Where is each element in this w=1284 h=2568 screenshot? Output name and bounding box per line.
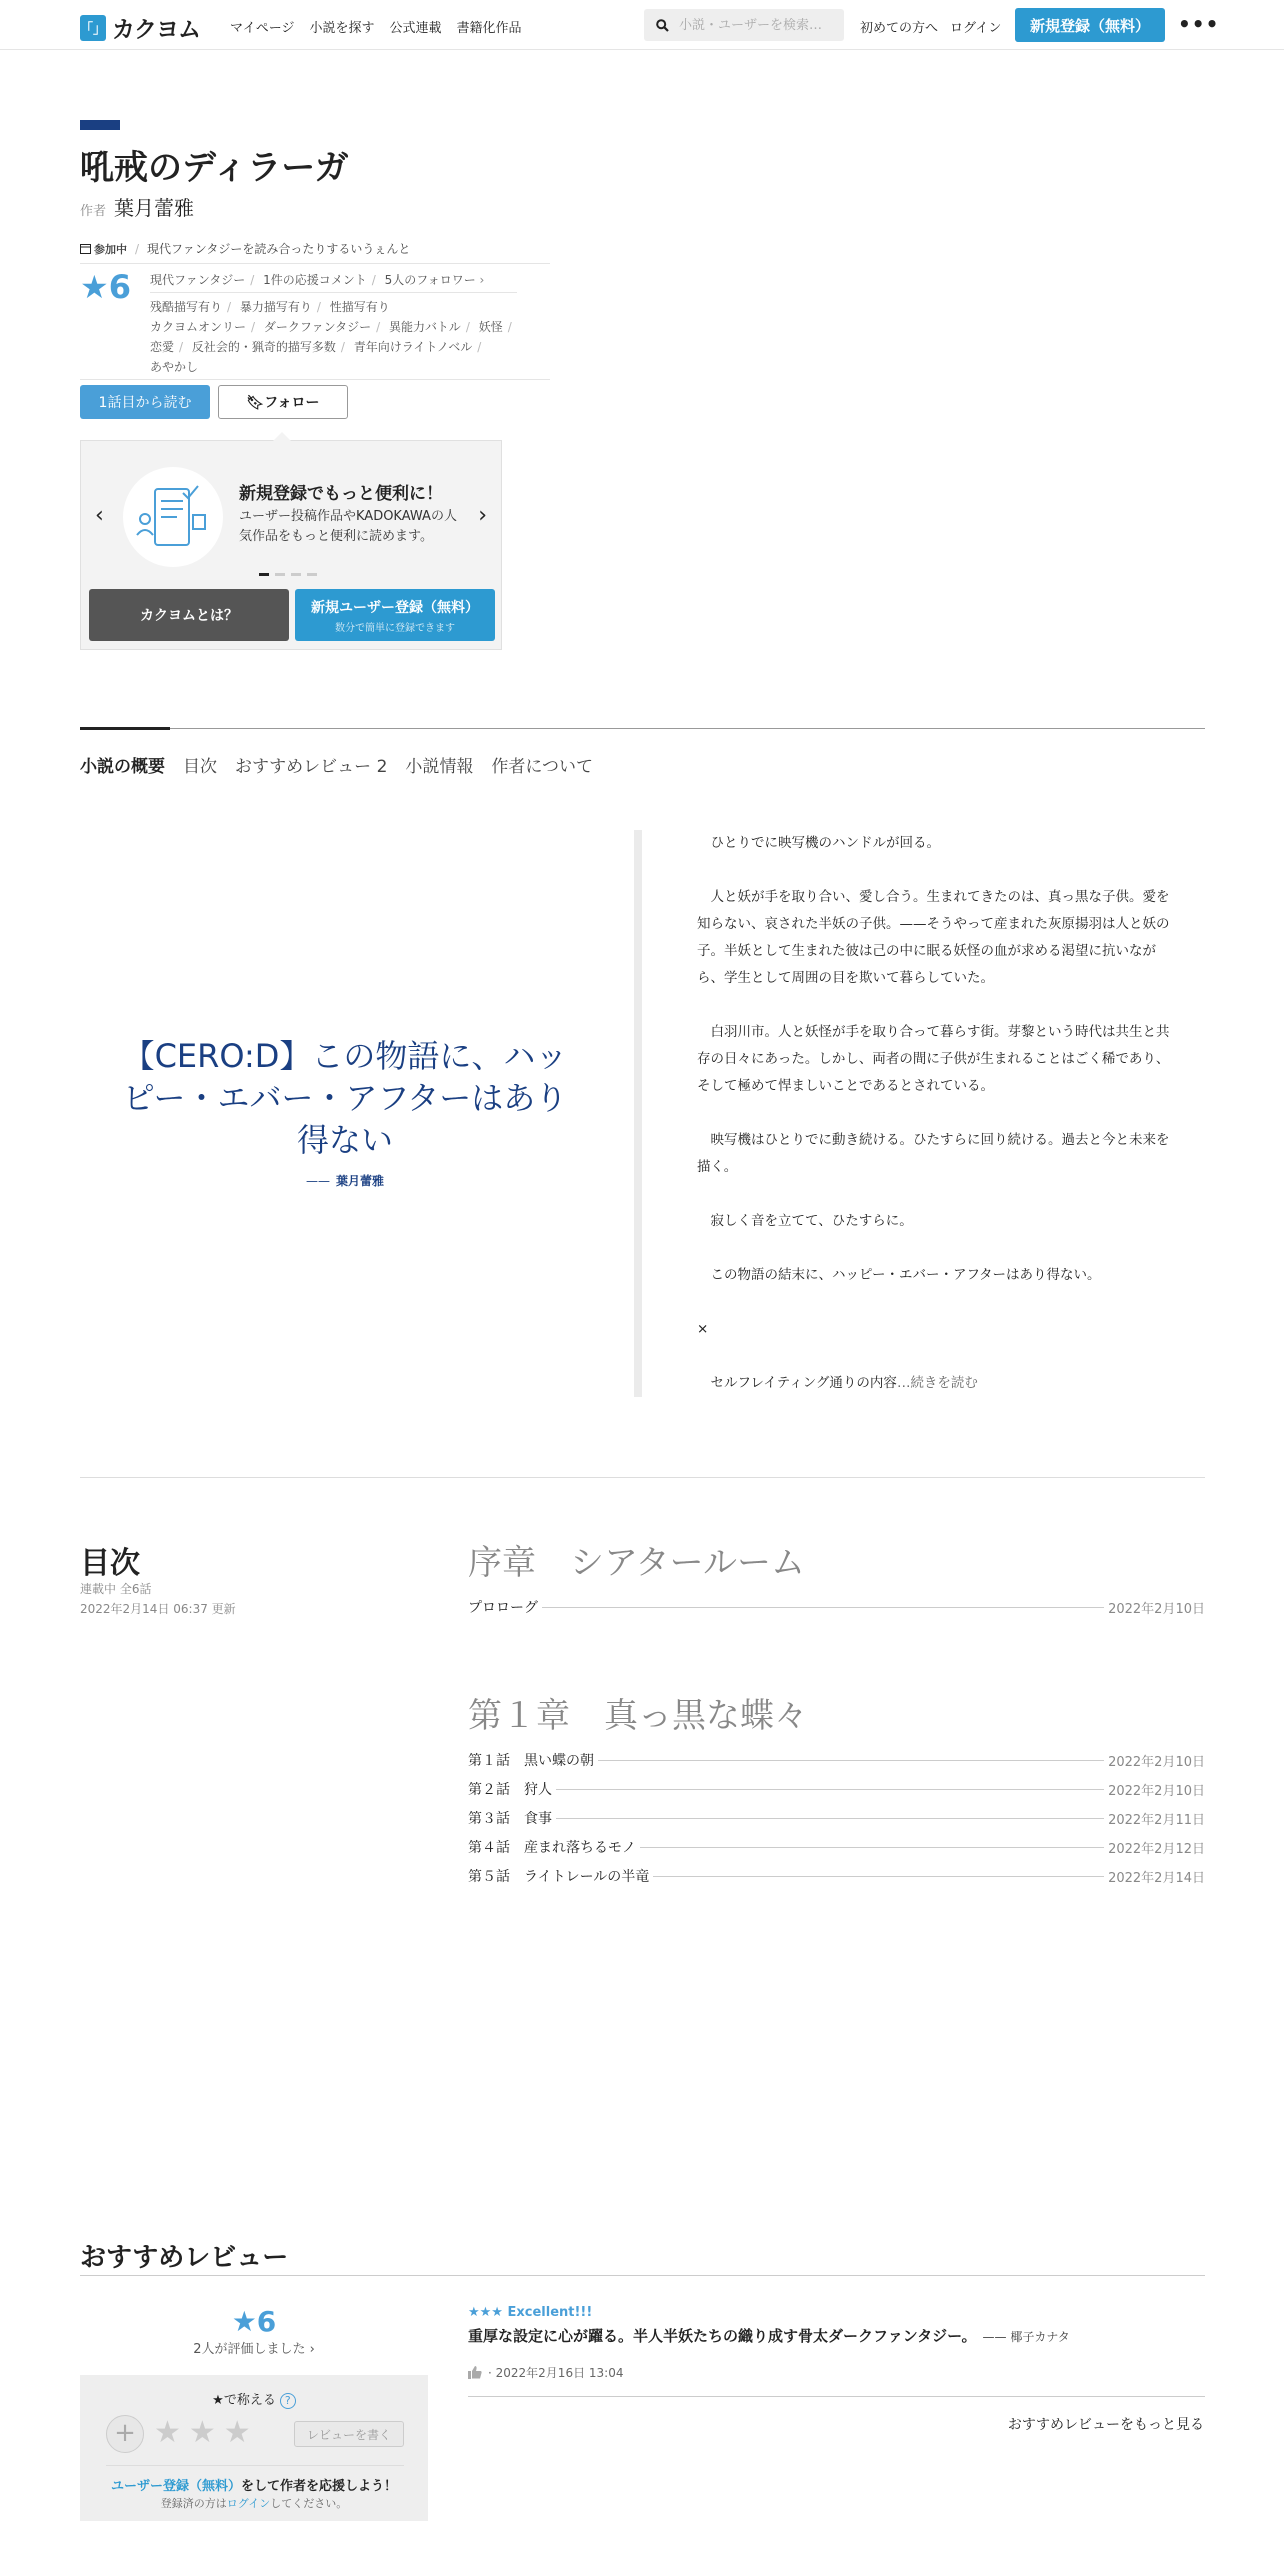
thumbs-up-icon[interactable] <box>468 2366 482 2379</box>
beginner-link[interactable]: 初めての方へ <box>860 21 939 36</box>
comments-link[interactable]: 1件の応援コメント <box>263 273 367 287</box>
episode-date: 2022年2月10日 <box>1108 1601 1205 1617</box>
carousel-dot[interactable] <box>307 573 317 576</box>
tags-row <box>150 357 517 377</box>
carousel-dot[interactable] <box>275 573 285 576</box>
intro-paragraph: 白羽川市。人と妖怪が手を取り合って暮らす街。芽黎という時代は共生と共存の日々にあった。しかし、両者の間に子供が生まれることはごく稀であり、そして極めて悍ましいことであるとされている。 <box>697 1024 1170 1094</box>
warnings-row: 残酷描写有り / 暴力描写有り / 性描写有り <box>150 300 390 314</box>
login-prompt: 登録済の方はログインしてください。 <box>160 2497 348 2510</box>
episode-row[interactable] <box>468 1597 1205 1617</box>
help-icon[interactable]: ? <box>280 2393 296 2409</box>
catchphrase-author-name[interactable]: 葉月蕾雅 <box>335 1174 384 1188</box>
chevron-right-icon: › <box>305 2342 315 2357</box>
review-title[interactable]: 重厚な設定に心が躍る。半人半妖たちの織り成す骨太ダークファンタジー。 —— 椰子カナタ <box>468 2327 1070 2345</box>
tag-link[interactable]: 恋愛 <box>150 340 175 354</box>
review-rating: ★★★ Excellent!!! <box>468 2305 593 2320</box>
device-illustration-icon <box>123 467 223 567</box>
episode-date: 2022年2月10日 <box>1108 1754 1205 1770</box>
tab-info[interactable]: 小説情報 <box>405 757 474 777</box>
tag-link[interactable]: ダークファンタジー <box>263 320 372 334</box>
promo-heading: 新規登録でもっと便利に！ <box>239 484 443 504</box>
title-accent-bar <box>80 120 120 130</box>
tab-author[interactable]: 作者について <box>491 757 594 777</box>
read-from-first-button[interactable]: 1話目から読む <box>80 385 210 419</box>
write-review-button[interactable]: レビューを書く <box>294 2421 404 2447</box>
tag-link[interactable]: 青年向けライトノベル <box>353 340 473 354</box>
plus-star-icon[interactable]: + <box>106 2415 144 2453</box>
global-nav <box>230 17 537 36</box>
episode-date: 2022年2月12日 <box>1108 1841 1205 1857</box>
intro-paragraph: セルフレイティング通りの内容…続きを読む <box>710 1375 978 1391</box>
more-menu-icon[interactable]: ••• <box>1178 12 1220 36</box>
active-tab-indicator <box>80 727 170 730</box>
nav-official[interactable]: 公式連載 <box>389 21 442 36</box>
meta-lines <box>150 270 517 377</box>
reviews-heading: おすすめレビュー <box>80 2243 289 2273</box>
intro-paragraph: この物語の結末に、ハッピー・エバー・アフターはあり得ない。 <box>710 1267 1101 1283</box>
promo-text: ユーザー投稿作品やKADOKAWAの人気作品をもっと便利に読めます。 <box>239 509 457 544</box>
episode-title: プロローグ <box>468 1600 538 1616</box>
intro-paragraph: × <box>697 1321 709 1337</box>
carousel-dots <box>259 573 323 576</box>
episode-title: 第２話 狩人 <box>468 1782 552 1798</box>
genre-row: 現代ファンタジー / 1件の応援コメント / 5人のフォロワー › <box>150 270 517 293</box>
chapter-title: 序章 シアタールーム <box>468 1543 805 1583</box>
nav-published[interactable]: 書籍化作品 <box>456 21 522 36</box>
search-icon <box>656 19 669 32</box>
tag-link[interactable]: 妖怪 <box>478 320 503 334</box>
tag-link[interactable]: 異能力バトル <box>389 320 461 334</box>
nav-mypage[interactable]: マイページ <box>230 21 295 36</box>
episode-date: 2022年2月10日 <box>1108 1783 1205 1799</box>
summary-quote-bar <box>634 830 642 1397</box>
work-title[interactable]: 吼戒のディラーガ <box>80 148 349 188</box>
tag-link[interactable]: カクヨムオンリー <box>150 320 247 334</box>
genre-link[interactable]: 現代ファンタジー <box>150 273 246 287</box>
episode-row[interactable] <box>468 1808 1205 1828</box>
toc-status: 連載中 全6話 <box>80 1582 152 1596</box>
review-date: · 2022年2月16日 13:04 <box>488 2366 624 2380</box>
event-icon <box>80 243 91 254</box>
episode-title: 第１話 黒い蝶の朝 <box>468 1753 594 1769</box>
carousel-prev-icon[interactable]: ‹ <box>95 503 104 528</box>
empty-stars-icon[interactable]: ★★★ <box>154 2415 259 2450</box>
tags-row: カクヨムオンリー / ダークファンタジー / 異能力バトル / 妖怪 / <box>150 320 512 334</box>
register-link[interactable]: ユーザー登録（無料） <box>110 2479 241 2494</box>
praise-box <box>80 2375 428 2521</box>
global-header <box>0 0 1284 50</box>
episode-title: 第４話 産まれ落ちるモノ <box>468 1840 636 1856</box>
episode-row[interactable] <box>468 1750 1205 1770</box>
participating-tag: 参加中 <box>94 242 127 256</box>
follow-button[interactable] <box>218 385 348 419</box>
episode-row[interactable] <box>468 1837 1205 1857</box>
intro-paragraph: 人と妖が手を取り合い、愛し合う。生まれてきたのは、真っ黒な子供。愛を知らない、哀された半妖の子供。——そうやって産まれた灰原揚羽は人と妖の子。半妖として生まれた彼は己の中に眠る妖怪の血が求める渇望に抗いながら、学生として周囲の目を欺いて暮らしていた。 <box>697 889 1170 986</box>
tab-toc[interactable]: 目次 <box>183 757 217 777</box>
bookmark-plus-icon: 🔖︎ <box>246 395 265 411</box>
episode-date: 2022年2月14日 <box>1108 1870 1205 1886</box>
more-reviews-link[interactable]: おすすめレビューをもっと見る <box>1007 2417 1204 2433</box>
kakuyomu-logo[interactable] <box>80 11 200 44</box>
logo-text: カクヨム <box>112 17 200 43</box>
review-author[interactable]: —— 椰子カナタ <box>982 2330 1070 2344</box>
about-kakuyomu-button[interactable]: カクヨムとは？ <box>89 589 289 641</box>
tags-row: 恋愛 / 反社会的・猟奇的描写多数 / 青年向けライトノベル / <box>150 340 482 354</box>
followers-link[interactable]: 5人のフォロワー <box>384 273 476 287</box>
author-name[interactable]: 葉月蕾雅 <box>114 196 195 220</box>
episode-title: 第３話 食事 <box>468 1811 552 1827</box>
warning-tag[interactable]: 残酷描写有り <box>150 300 223 314</box>
login-link[interactable]: ログイン <box>226 2497 271 2510</box>
review-meta <box>468 2364 623 2381</box>
review-star-total: ★6 <box>231 2305 277 2338</box>
intro-paragraph: ひとりでに映写機のハンドルが回る。 <box>710 835 940 851</box>
toc-updated: 2022年2月14日 06:37 更新 <box>80 1602 236 1616</box>
warning-tag[interactable]: 性描写有り <box>329 300 390 314</box>
catchphrase-author: —— 葉月蕾雅 <box>305 1174 384 1188</box>
work-tabs <box>80 752 611 777</box>
participating-event[interactable]: 現代ファンタジーを読み合ったりするいうぇんと <box>147 242 411 256</box>
signup-button[interactable]: 新規登録（無料） <box>1015 8 1165 42</box>
author-row <box>80 192 194 221</box>
author-label: 作者 <box>80 204 107 219</box>
work-star-count[interactable]: ★6 <box>80 268 131 306</box>
episode-date: 2022年2月11日 <box>1108 1812 1205 1828</box>
signup-promo-card <box>80 440 502 650</box>
work-meta <box>80 240 550 380</box>
meta-body <box>80 270 550 377</box>
episode-row[interactable] <box>468 1779 1205 1799</box>
search-input[interactable] <box>679 18 839 33</box>
warning-tag[interactable]: 暴力描写有り <box>239 300 312 314</box>
register-sublabel: 数分で簡単に登録できます <box>335 622 455 634</box>
intro-paragraph: 寂しく音を立てて、ひたすらに。 <box>710 1213 913 1229</box>
intro-paragraph: 映写機はひとりでに動き続ける。ひたすらに回り続ける。過去と今と未来を描く。 <box>697 1132 1170 1175</box>
catchphrase: 【CERO:D】この物語に、ハッピー・エバー・アフターはあり得ない <box>122 1037 568 1159</box>
register-label: 新規ユーザー登録（無料） <box>311 599 479 616</box>
register-prompt: ユーザー登録（無料）をして作者を応援しよう！ <box>110 2479 398 2494</box>
logo-mark: 「」 <box>80 15 106 41</box>
toc-heading: 目次 <box>80 1546 140 1581</box>
introduction <box>697 830 1177 1397</box>
tab-reviews[interactable]: おすすめレビュー 2 <box>235 757 388 777</box>
tag-link[interactable]: あやかし <box>150 360 199 374</box>
chapter-title: 第１章 真っ黒な蝶々 <box>468 1696 808 1736</box>
register-user-button[interactable] <box>295 589 495 641</box>
nav-search-novels[interactable]: 小説を探す <box>309 21 375 36</box>
search-box <box>644 9 844 41</box>
tab-overview[interactable]: 小説の概要 <box>80 757 165 777</box>
tag-link[interactable]: 反社会的・猟奇的描写多数 <box>191 340 336 354</box>
participating-row: 参加中 / 現代ファンタジーを読み合ったりするいうぇんと <box>80 240 550 264</box>
chevron-right-icon: › <box>479 273 485 287</box>
login-link[interactable]: ログイン <box>950 21 1002 36</box>
episode-title: 第５話 ライトレールの半竜 <box>468 1869 650 1885</box>
follow-label: フォロー <box>264 395 320 411</box>
praise-title: ★で称える ? <box>80 2389 428 2409</box>
carousel-next-icon[interactable]: › <box>478 503 487 528</box>
review-count-link[interactable]: 2人が評価しました › <box>193 2342 315 2357</box>
episode-row[interactable] <box>468 1866 1205 1886</box>
carousel-dot[interactable] <box>291 573 301 576</box>
read-more-link[interactable]: …続きを読む <box>896 1375 978 1391</box>
carousel-dot[interactable] <box>259 573 269 576</box>
